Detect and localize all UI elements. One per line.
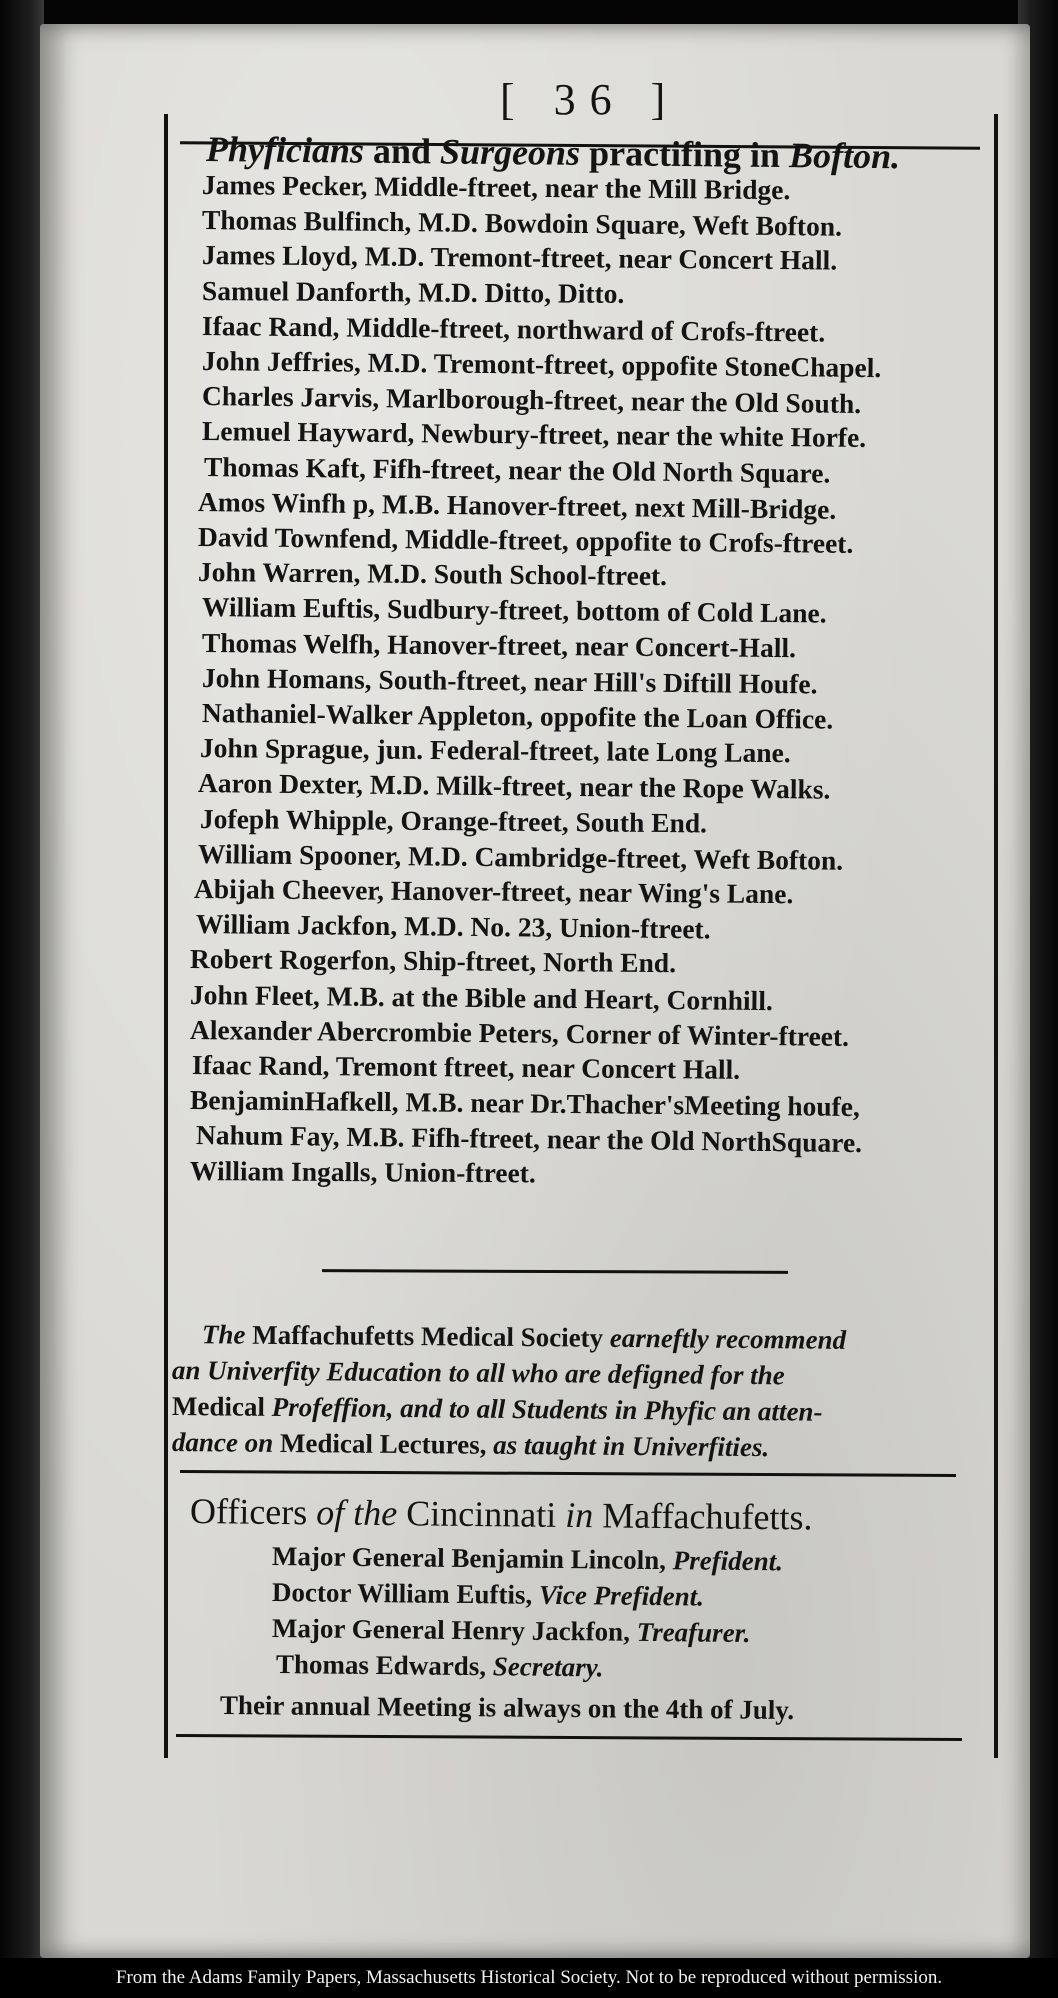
cincinnati-title-run: Cincinnati bbox=[397, 1493, 566, 1535]
cincinnati-section-title bbox=[190, 1490, 813, 1539]
physician-entry: William Jackfon, M.D. No. 23, Union-ftreet. bbox=[195, 908, 711, 945]
officer-run: Treafurer. bbox=[636, 1616, 751, 1649]
physicians-title-run: Surgeons bbox=[439, 131, 581, 173]
physician-entry: Thomas Welfh, Hanover-ftreet, near Concert-Hall. bbox=[201, 626, 797, 663]
physician-entry: Thomas Kaft, Fifh-ftreet, near the Old North Square. bbox=[203, 450, 831, 489]
book-edge-left bbox=[0, 0, 44, 1998]
officer-entry bbox=[272, 1538, 783, 1579]
physicians-title-run: Phyficians bbox=[205, 129, 365, 171]
physician-entry: John Fleet, M.B. at the Bible and Heart, Cornhill. bbox=[189, 978, 773, 1016]
physician-entry: Thomas Bulfinch, M.D. Bowdoin Square, Weft Bofton. bbox=[201, 204, 843, 242]
society-note-run: as taught in Univerfities. bbox=[486, 1429, 770, 1463]
physicians-title-run: practifing in bbox=[579, 132, 790, 176]
physician-entry: Lemuel Hayward, Newbury-ftreet, near the white Horfe. bbox=[201, 415, 867, 454]
physician-entry: Amos Winfh p, M.B. Hanover-ftreet, next Mill-Bridge. bbox=[197, 485, 837, 525]
society-note-run: earneftly recommend bbox=[609, 1322, 847, 1355]
officer-run: Secretary. bbox=[492, 1651, 604, 1683]
society-note-run: The bbox=[201, 1319, 246, 1350]
cincinnati-title-run: Maffachufetts. bbox=[593, 1495, 813, 1538]
society-note-run: dance on bbox=[171, 1427, 281, 1458]
physician-entry: James Pecker, Middle-ftreet, near the Mill Bridge. bbox=[201, 169, 791, 206]
medical-society-note bbox=[171, 1316, 992, 1463]
physician-entry: Aaron Dexter, M.D. Milk-ftreet, near the Rope Walks. bbox=[197, 767, 831, 806]
physician-entry: Ifaac Rand, Middle-ftreet, northward of Crofs-ftreet. bbox=[201, 309, 826, 348]
officer-entry bbox=[276, 1646, 604, 1685]
physician-entry: William Ingalls, Union-ftreet. bbox=[189, 1154, 536, 1189]
physician-entry: Ifaac Rand, Tremont ftreet, near Concert Hall. bbox=[191, 1049, 741, 1085]
physician-entry: Robert Rogerfon, Ship-ftreet, North End. bbox=[189, 943, 677, 979]
physician-entry: John Sprague, jun. Federal-ftreet, late Long Lane. bbox=[199, 732, 791, 769]
officer-run: Major General Henry Jackfon, bbox=[271, 1613, 637, 1647]
annual-meeting-note: Their annual Meeting is always on the 4th of July. bbox=[219, 1690, 795, 1726]
officer-run: Prefident. bbox=[672, 1545, 784, 1577]
physicians-title-run: and bbox=[363, 130, 441, 172]
officer-entry bbox=[272, 1610, 751, 1651]
cincinnati-title-run: in bbox=[565, 1494, 594, 1536]
physician-entry: Charles Jarvis, Marlborough-ftreet, near the Old South. bbox=[201, 380, 862, 420]
cincinnati-title-run: of the bbox=[316, 1492, 398, 1534]
society-note-run: Medical bbox=[171, 1391, 272, 1422]
cincinnati-title-run: Officers bbox=[189, 1491, 317, 1533]
page-number: [ 36 ] bbox=[500, 75, 680, 124]
physicians-title-run: Bofton. bbox=[788, 135, 901, 177]
physician-entry: Nathaniel-Walker Appleton, oppofite the Loan Office. bbox=[201, 697, 834, 735]
officer-run: Doctor William Euftis, bbox=[271, 1577, 540, 1610]
officer-entry bbox=[272, 1574, 704, 1615]
society-note-line bbox=[172, 1424, 992, 1467]
physician-entry: Samuel Danforth, M.D. Ditto, Ditto. bbox=[201, 274, 625, 309]
physician-entry: David Townfend, Middle-ftreet, oppofite to Crofs-ftreet. bbox=[197, 521, 854, 559]
physician-entry: James Lloyd, M.D. Tremont-ftreet, near Concert Hall. bbox=[201, 239, 838, 276]
officer-run: Major General Benjamin Lincoln, bbox=[271, 1541, 673, 1576]
physician-entry: John Warren, M.D. South School-ftreet. bbox=[197, 556, 668, 592]
society-note-run: Maffachufetts Medical Society bbox=[245, 1319, 611, 1353]
physician-entry: John Homans, South-ftreet, near Hill's Diftill Houfe. bbox=[201, 661, 818, 700]
society-note-run: an Univerfity Education to all who are defigned for the bbox=[171, 1355, 785, 1391]
physician-entry: Alexander Abercrombie Peters, Corner of Winter-ftreet. bbox=[189, 1013, 850, 1052]
physician-entry: Abijah Cheever, Hanover-ftreet, near Wing's Lane. bbox=[193, 873, 794, 910]
society-note-run: Medical Lectures, bbox=[279, 1427, 487, 1460]
physician-entry: William Spooner, M.D. Cambridge-ftreet, Weft Bofton. bbox=[197, 837, 844, 876]
physician-entry: John Jeffries, M.D. Tremont-ftreet, oppofite StoneChapel. bbox=[201, 345, 882, 384]
physician-entry: Jofeph Whipple, Orange-ftreet, South End. bbox=[199, 802, 708, 839]
copyright-footer: From the Adams Family Papers, Massachusetts Historical Society. Not to be reproduced without permission. bbox=[0, 1958, 1058, 1998]
book-edge-top bbox=[0, 0, 1058, 26]
officer-run: Vice Prefident. bbox=[538, 1579, 705, 1612]
society-note-run: Profeffion, and to all Students in Phyfic an atten- bbox=[271, 1391, 823, 1427]
physician-entry: William Euftis, Sudbury-ftreet, bottom of Cold Lane. bbox=[201, 591, 827, 629]
physician-entry: Nahum Fay, M.B. Fifh-ftreet, near the Old NorthSquare. bbox=[195, 1119, 863, 1159]
physician-entry: BenjaminHafkell, M.B. near Dr.Thacher'sMeeting houfe, bbox=[189, 1084, 861, 1123]
officer-run: Thomas Edwards, bbox=[275, 1649, 493, 1682]
